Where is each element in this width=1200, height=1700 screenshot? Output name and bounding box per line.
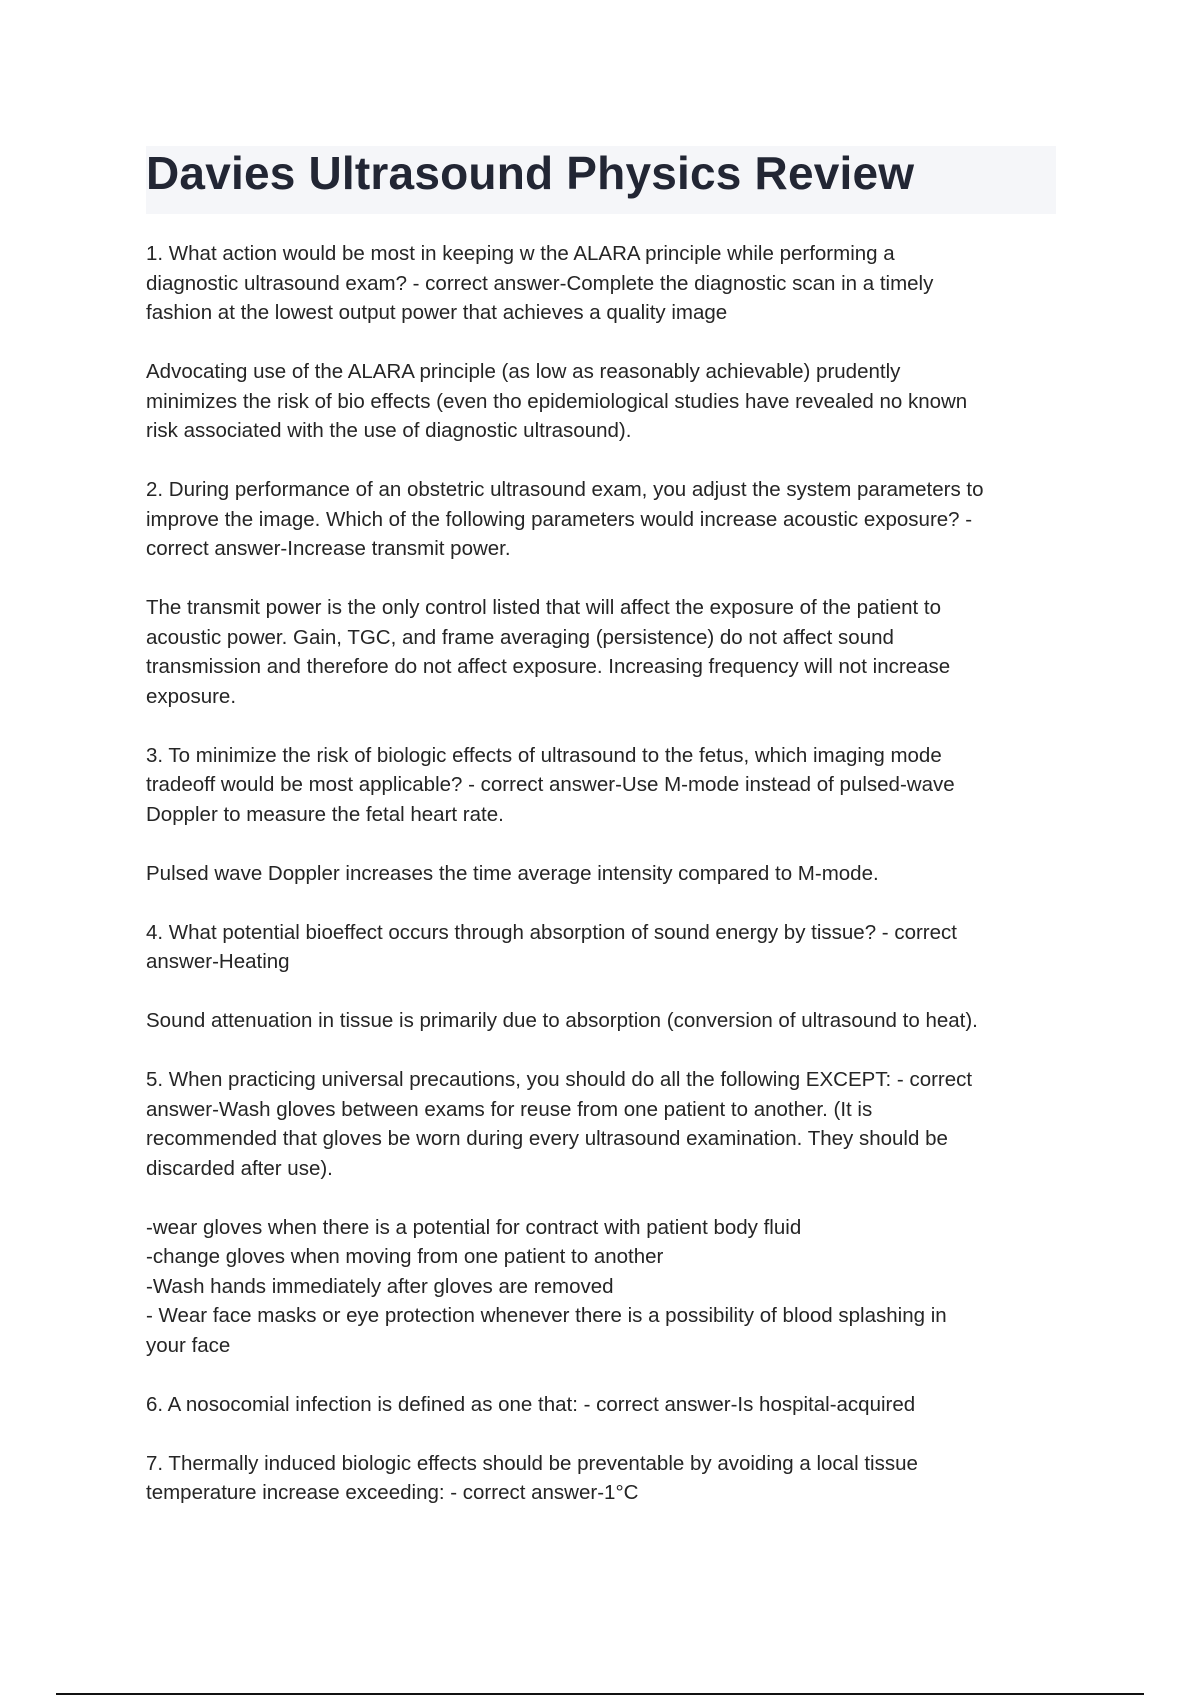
text-line: your face [146,1333,231,1357]
text-line: answer-Wash gloves between exams for reuse from one patient to another. (It is [146,1097,873,1121]
paragraph [146,918,1061,977]
text-line: recommended that gloves be worn during every ultrasound examination. They should be [146,1127,948,1150]
text-line: transmission and therefore do not affect exposure. Increasing frequency will not increase [146,655,951,678]
text-line: Doppler to measure the fetal heart rate. [146,802,504,826]
text-line: temperature increase exceeding: - correct answer-1°C [146,1481,639,1504]
text-line: Advocating use of the ALARA principle (as low as reasonably achievable) prudently [146,360,901,383]
text-line: correct answer-Increase transmit power. [146,537,511,560]
text-line: 7. Thermally induced biologic effects should be preventable by avoiding a local tissue [146,1451,918,1475]
text-line: risk associated with the use of diagnostic ultrasound). [146,419,632,442]
text-line: fashion at the lowest output power that achieves a quality image [146,301,728,324]
text-line: answer-Heating [146,950,290,973]
text-line: 6. A nosocomial infection is defined as one that: - correct answer-Is hospital-acquired [146,1392,916,1416]
text-line: Pulsed wave Doppler increases the time average intensity compared to M-mode. [146,861,879,885]
text-line: exposure. [146,684,237,708]
paragraph [146,239,1061,328]
text-line: diagnostic ultrasound exam? - correct answer-Complete the diagnostic scan in a timely [146,271,934,295]
text-line: 5. When practicing universal precautions, you should do all the following EXCEPT: - correct [146,1068,973,1091]
paragraph [146,1006,1061,1036]
paragraph [146,475,1061,564]
paragraph [146,1449,1061,1508]
text-line: 4. What potential bioeffect occurs through absorption of sound energy by tissue? - correct [146,920,957,944]
paragraph [146,1213,1061,1361]
paragraph [146,741,1061,830]
text-line: improve the image. Which of the following parameters would increase acoustic exposure? - [146,507,973,531]
paragraph [146,357,1061,446]
text-line: Sound attenuation in tissue is primarily due to absorption (conversion of ultrasound to heat). [146,1009,978,1032]
text-line: discarded after use). [146,1156,333,1180]
text-line: acoustic power. Gain, TGC, and frame averaging (persistence) do not affect sound [146,625,894,649]
text-line: 1. What action would be most in keeping w the ALARA principle while performing a [146,242,895,265]
text-line: -change gloves when moving from one patient to another [146,1245,664,1268]
text-line: -Wash hands immediately after gloves are removed [146,1274,614,1298]
paragraph [146,859,1061,889]
text-line: 3. To minimize the risk of biologic effects of ultrasound to the fetus, which imaging mode [146,743,942,767]
text-line: tradeoff would be most applicable? - correct answer-Use M-mode instead of pulsed-wave [146,773,955,796]
paragraph [146,593,1061,711]
text-line: -wear gloves when there is a potential for contract with patient body fluid [146,1215,802,1239]
document-title: Davies Ultrasound Physics Review [146,147,915,199]
paragraph [146,1065,1061,1183]
text-line: minimizes the risk of bio effects (even tho epidemiological studies have revealed no known [146,389,968,413]
text-line: The transmit power is the only control listed that will affect the exposure of the patient to [146,596,941,619]
text-line: - Wear face masks or eye protection whenever there is a possibility of blood splashing in [146,1304,947,1327]
page-bottom-rule [56,1693,1144,1695]
text-line: 2. During performance of an obstetric ultrasound exam, you adjust the system parameters to [146,478,984,501]
document-body [146,239,1061,1537]
paragraph [146,1390,1061,1420]
